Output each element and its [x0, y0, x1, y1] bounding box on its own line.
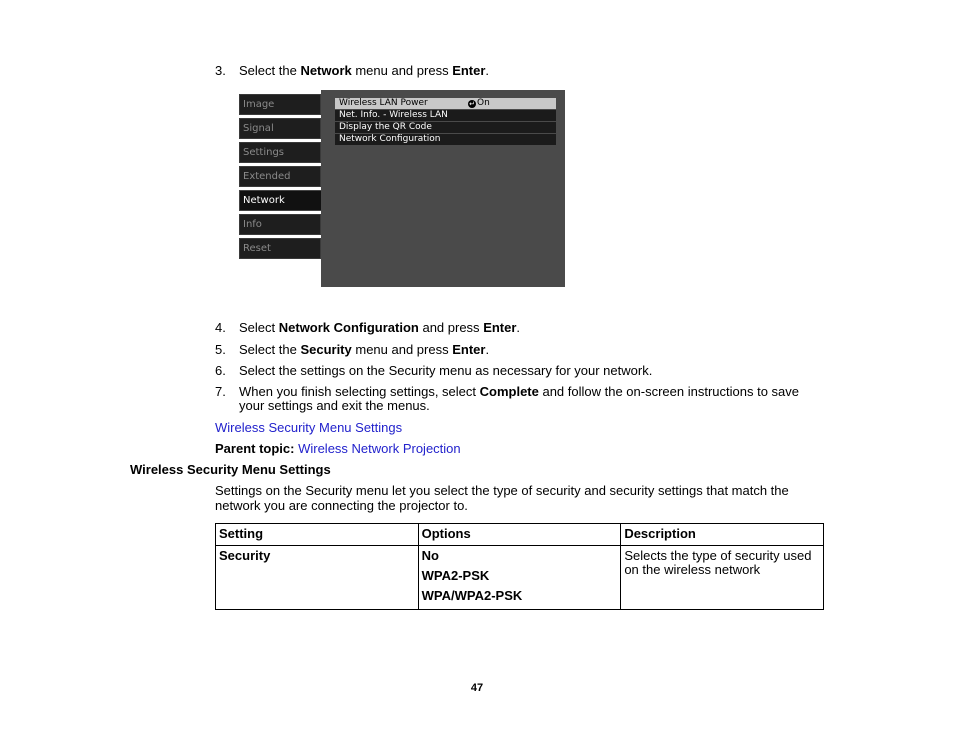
section-intro-line-1: Settings on the Security menu let you select the type of security and security settings that match the	[215, 483, 789, 498]
step-number: 5.	[215, 342, 226, 357]
menu-row-wireless-lan-power	[335, 98, 556, 109]
menu-row-label: Wireless LAN Power	[339, 98, 428, 108]
step-text: .	[516, 320, 521, 335]
parent-topic-label: Parent topic:	[215, 441, 295, 456]
table-row	[216, 546, 824, 610]
step-keyword: Enter	[452, 342, 486, 357]
menu-tab-extended: Extended	[239, 166, 321, 187]
step-text: Select the	[239, 342, 301, 357]
step-text: Select the	[239, 63, 301, 78]
step-text: menu and press	[351, 342, 453, 357]
security-settings-table	[215, 523, 824, 610]
menu-row-network-configuration	[335, 134, 556, 145]
table-header-options: Options	[418, 524, 621, 546]
menu-tab-settings: Settings	[239, 142, 321, 163]
table-cell-description	[621, 546, 824, 610]
menu-row-display-qr	[335, 122, 556, 133]
menu-tab-image: Image	[239, 94, 321, 115]
table-cell-options	[418, 546, 621, 610]
menu-tab-reset: Reset	[239, 238, 321, 259]
step-5	[215, 342, 489, 357]
menu-row-label: Net. Info. - Wireless LAN	[339, 110, 448, 120]
step-text: and follow the on-screen instructions to save	[538, 384, 799, 399]
section-heading	[130, 462, 331, 477]
menu-row-label: Display the QR Code	[339, 122, 432, 132]
step-keyword: Security	[300, 342, 352, 357]
parent-topic	[215, 441, 461, 456]
step-keyword: Network	[300, 63, 352, 78]
description-line-2: on the wireless network	[624, 562, 761, 577]
step-text: and press	[418, 320, 484, 335]
step-text: Select	[239, 320, 279, 335]
step-keyword: Network Configuration	[278, 320, 419, 335]
parent-topic-link[interactable]: Wireless Network Projection	[298, 441, 461, 456]
setting-name: Security	[219, 548, 271, 563]
step-keyword: Enter	[452, 63, 486, 78]
option-no: No	[421, 548, 439, 563]
section-heading-text: Wireless Security Menu Settings	[130, 462, 331, 477]
enter-icon: ↵	[469, 100, 475, 108]
menu-row-label: Network Configuration	[339, 134, 441, 144]
menu-row-value	[468, 98, 490, 109]
step-number: 6.	[215, 363, 226, 378]
step-number: 4.	[215, 320, 226, 335]
step-number: 3.	[215, 63, 226, 78]
wireless-security-link[interactable]: Wireless Security Menu Settings	[215, 420, 403, 435]
step-7	[215, 384, 799, 399]
step-text: Select the settings on the Security menu as necessary for your network.	[239, 363, 653, 378]
menu-tab-info: Info	[239, 214, 321, 235]
menu-row-value-text: On	[477, 98, 490, 108]
table-header-setting: Setting	[216, 524, 419, 546]
step-3	[215, 63, 489, 78]
step-text: .	[485, 63, 490, 78]
option-wpa2-psk: WPA2-PSK	[421, 568, 490, 583]
description-line-1: Selects the type of security used	[624, 548, 812, 563]
table-header-row	[216, 524, 824, 546]
page-number	[0, 681, 954, 696]
table-cell-setting	[216, 546, 419, 610]
step-6	[215, 363, 652, 378]
menu-tab-network: Network	[239, 190, 328, 211]
menu-panel	[321, 90, 565, 287]
page-number-text: 47	[470, 682, 484, 694]
step-keyword: Enter	[483, 320, 517, 335]
option-wpa-wpa2-psk: WPA/WPA2-PSK	[421, 588, 523, 603]
menu-tab-signal: Signal	[239, 118, 321, 139]
step-7-continuation: your settings and exit the menus.	[239, 398, 430, 413]
section-intro-line-2: network you are connecting the projector to.	[215, 498, 468, 513]
menu-row-net-info	[335, 110, 556, 121]
step-keyword: Complete	[479, 384, 539, 399]
step-number: 7.	[215, 384, 226, 399]
table-header-description: Description	[621, 524, 824, 546]
step-4	[215, 320, 520, 335]
step-text: menu and press	[351, 63, 453, 78]
step-text: .	[485, 342, 490, 357]
step-text: When you finish selecting settings, select	[239, 384, 480, 399]
